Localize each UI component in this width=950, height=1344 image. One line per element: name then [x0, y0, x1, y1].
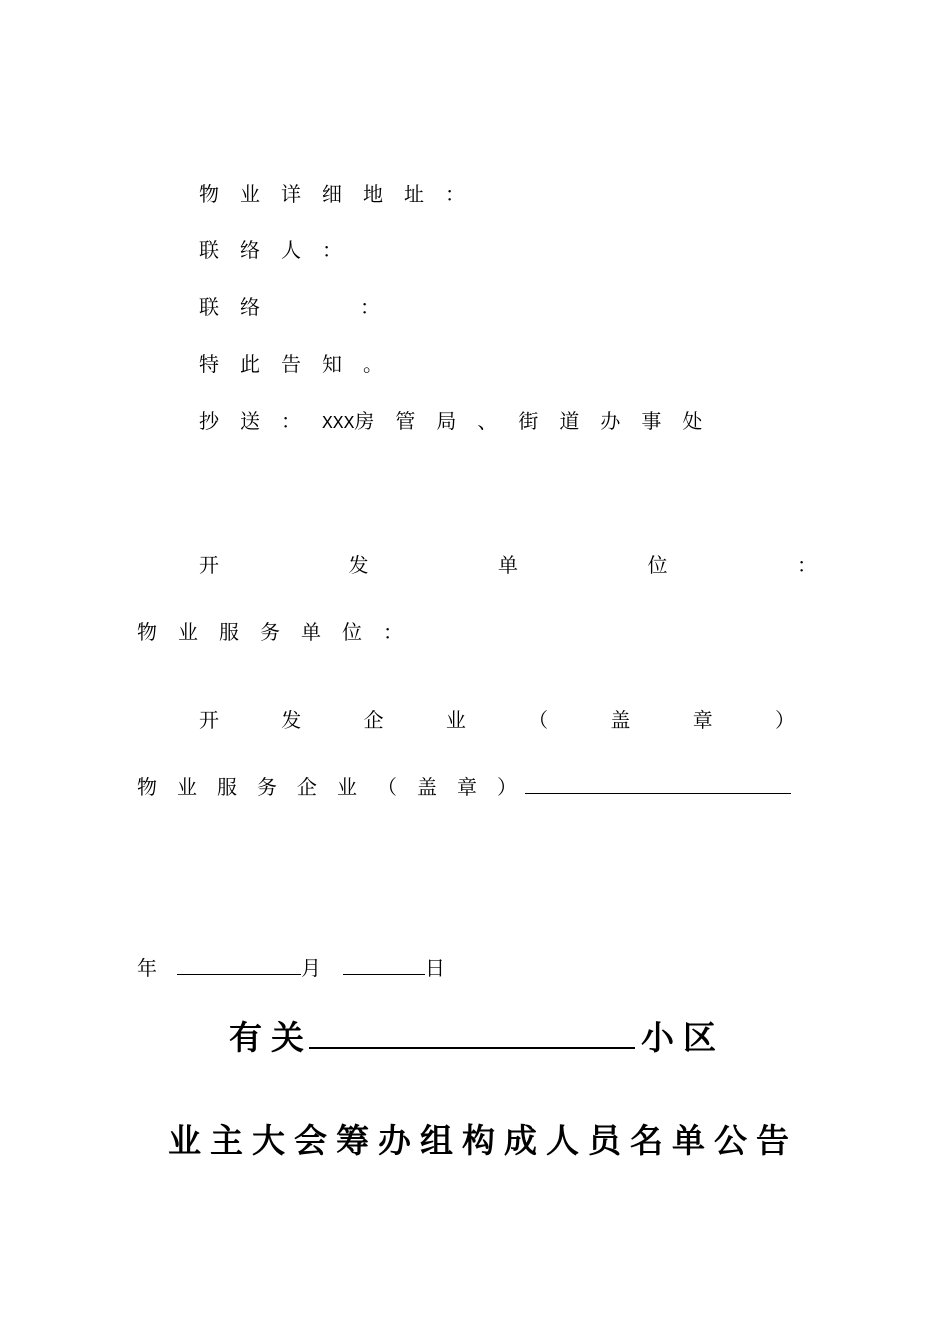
developer-seal-char: 章 — [692, 708, 713, 732]
property-seal-blank — [525, 773, 791, 794]
month-blank — [177, 954, 301, 975]
date-month: 月 — [301, 956, 321, 980]
contact-phone-colon: ： — [360, 295, 401, 319]
date-year: 年 — [137, 956, 157, 980]
community-name-blank — [309, 1017, 635, 1049]
date-day: 日 — [425, 956, 445, 980]
developer-seal-char: ） — [774, 708, 795, 732]
developer-label-char: 位 — [647, 553, 668, 577]
developer-label-char: 开 — [199, 553, 219, 577]
cc-line — [199, 408, 723, 437]
cc-prefix: 抄送： — [199, 409, 322, 433]
developer-label-char: 发 — [348, 553, 369, 577]
developer-seal-char: 企 — [363, 708, 384, 732]
title-line-2: 业主大会筹办组构成人员名单公告 — [168, 1121, 798, 1160]
developer-label — [199, 552, 817, 578]
developer-seal-char: 盖 — [610, 708, 631, 732]
developer-label-char: ： — [797, 553, 817, 577]
developer-seal-char: 业 — [445, 708, 466, 732]
title-suffix: 小区 — [641, 1018, 725, 1057]
property-seal-line — [137, 773, 791, 800]
contact-person-label: 联络人： — [199, 238, 363, 262]
title-prefix: 有关 — [229, 1018, 313, 1057]
address-label: 物业详细地址： — [199, 182, 486, 206]
day-blank — [343, 954, 425, 975]
developer-seal-char: 发 — [281, 708, 302, 732]
developer-seal — [199, 707, 795, 733]
title-line-1 — [229, 1017, 725, 1059]
developer-seal-char: 开 — [199, 708, 219, 732]
developer-label-char: 单 — [498, 553, 518, 577]
property-seal-label: 物业服务企业（盖章） — [137, 775, 537, 799]
cc-agency: XXX — [322, 414, 355, 434]
cc-rest: 房管局、街道办事处 — [354, 409, 724, 433]
notice-text: 特此告知。 — [199, 352, 404, 376]
property-service-label: 物业服务单位： — [137, 620, 424, 644]
contact-phone-label — [199, 294, 401, 320]
date-line — [137, 954, 445, 981]
developer-seal-char: （ — [528, 708, 549, 732]
contact-phone-label-text: 联络 — [199, 295, 281, 319]
